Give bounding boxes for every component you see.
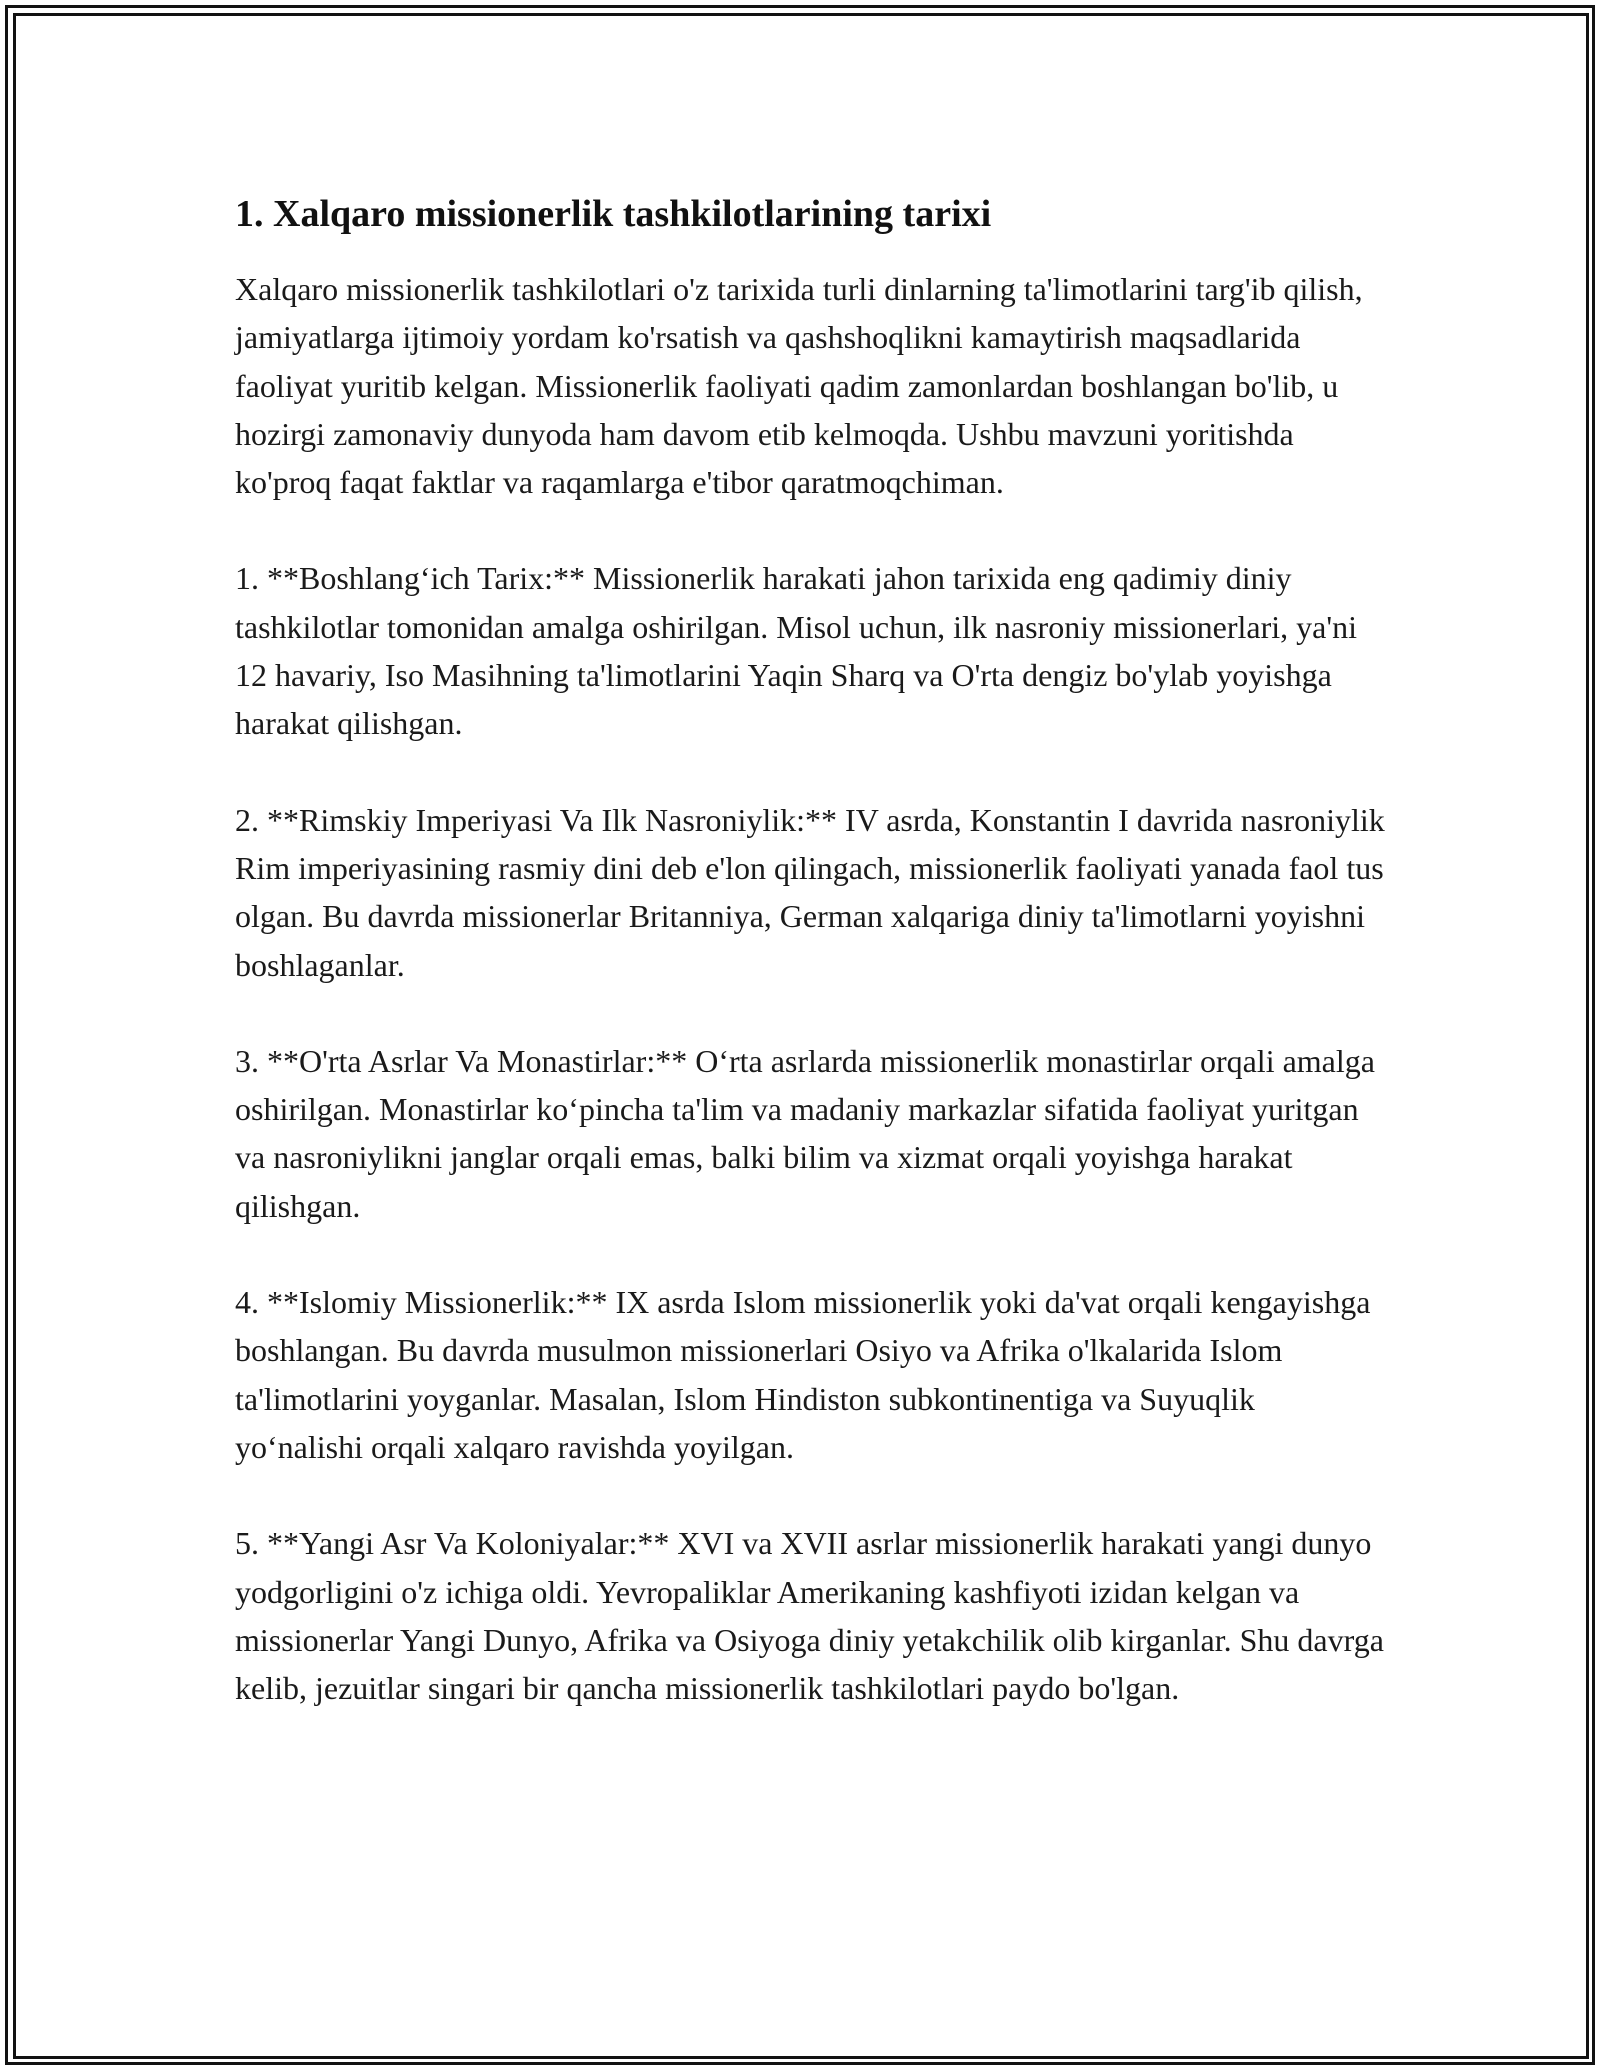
intro-paragraph: Xalqaro missionerlik tashkilotlari o'z tarixida turli dinlarning ta'limotlarini targ'ib qilish, jamiyatlarga ijtimoiy yordam ko'rsatish va qashshoqlikni kamaytirish maqsadlarida faoliyat yuritib kelgan. Missionerlik faoliyati qadim zamonlardan boshlangan bo'lib, u hozirgi zamonaviy dunyoda ham davom etib kelmoqda. Ushbu mavzuni yoritishda ko'proq faqat faktlar va raqamlarga e'tibor qaratmoqchiman. — [235, 271, 1363, 501]
paragraph-item-4: 4. **Islomiy Missionerlik:** IX asrda Islom missionerlik yoki da'vat orqali kengayishga boshlangan. Bu davrda musulmon missionerlari Osiyo va Afrika o'lkalarida Islom ta'limotlarini yoyganlar. Masalan, Islom Hindiston subkontinentiga va Suyuqlik yo‘nalishi orqali xalqaro ravishda yoyilgan. — [235, 1284, 1371, 1465]
paragraph-item-2: 2. **Rimskiy Imperiyasi Va Ilk Nasroniylik:** IV asrda, Konstantin I davrida nasroniylik Rim imperiyasining rasmiy dini deb e'lon qilingach, missionerlik faoliyati yanada faol tus olgan. Bu davrda missionerlar Britanniya, German xalqariga diniy ta'limotlarni yoyishni boshlaganlar. — [235, 801, 1385, 983]
paragraph-item-1: 1. **Boshlang‘ich Tarix:** Missionerlik harakati jahon tarixida eng qadimiy diniy tashkilotlar tomonidan amalga oshirilgan. Misol uchun, ilk nasroniy missionerlari, ya'ni 12 havariy, Iso Masihning ta'limotlarini Yaqin Sharq va O'rta dengiz bo'ylab yoyishga harakat qilishgan. — [235, 560, 1358, 742]
paragraph-item-5: 5. **Yangi Asr Va Koloniyalar:** XVI va XVII asrlar missionerlik harakati yangi dunyo yodgorligini o'z ichiga oldi. Yevropaliklar Amerikaning kashfiyoti izidan kelgan va missionerlar Yangi Dunyo, Afrika va Osiyoga diniy yetakchilik olib kirganlar. Shu davrga kelib, jezuitlar singari bir qancha missionerlik tashkilotlari paydo bo'lgan. — [235, 1525, 1384, 1707]
section-heading: 1. Xalqaro missionerlik tashkilotlarining tarixi — [235, 193, 992, 235]
document-body — [235, 185, 1385, 1760]
paragraph-item-3: 3. **O'rta Asrlar Va Monastirlar:** O‘rta asrlarda missionerlik monastirlar orqali amalga oshirilgan. Monastirlar ko‘pincha ta'lim va madaniy markazlar sifatida faoliyat yuritgan va nasroniylikni janglar orqali emas, balki bilim va xizmat orqali yoyishga harakat qilishgan. — [235, 1042, 1375, 1224]
